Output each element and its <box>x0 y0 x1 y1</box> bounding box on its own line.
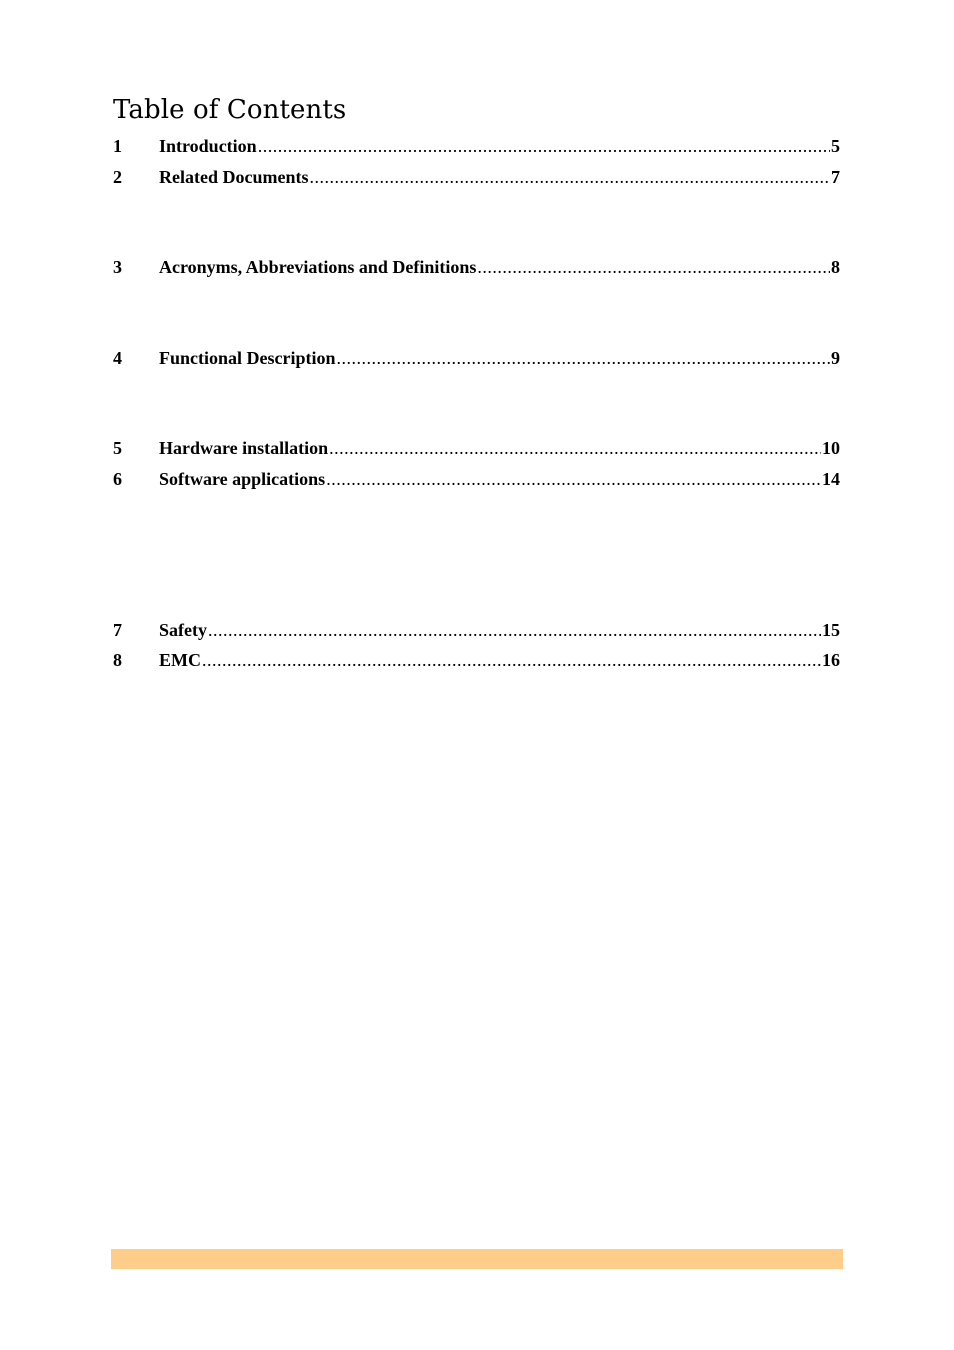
toc-dot-leader <box>477 255 830 279</box>
toc-entry-label: Acronyms, Abbreviations and Definitions <box>159 257 477 277</box>
toc-dot-leader <box>326 467 821 491</box>
toc-entry-number: 3 <box>113 257 122 277</box>
toc-entry-label: Related Documents <box>159 167 309 187</box>
toc-entry-label: Safety <box>159 620 207 640</box>
toc-entry-label: Hardware installation <box>159 438 329 458</box>
toc-dot-leader <box>309 165 830 189</box>
toc-entry-page: 5 <box>831 136 840 156</box>
toc-entry-hardware-installation[interactable] <box>113 436 840 460</box>
toc-entry-number: 2 <box>113 167 122 187</box>
toc-entry-label: Software applications <box>159 469 326 489</box>
toc-entry-acronyms[interactable] <box>113 255 840 279</box>
toc-entry-number: 8 <box>113 650 122 670</box>
toc-entry-page: 16 <box>822 650 840 670</box>
toc-entry-software-applications[interactable] <box>113 467 840 491</box>
toc-entry-page: 14 <box>822 469 840 489</box>
toc-dot-leader <box>208 618 821 642</box>
toc-dot-leader <box>258 134 830 158</box>
toc-entry-number: 1 <box>113 136 122 156</box>
toc-entry-introduction[interactable] <box>113 134 840 158</box>
toc-entry-page: 8 <box>831 257 840 277</box>
toc-entry-label: Introduction <box>159 136 257 156</box>
toc-entry-number: 4 <box>113 348 122 368</box>
toc-entry-emc[interactable] <box>113 648 840 672</box>
toc-dot-leader <box>202 648 821 672</box>
toc-entry-number: 5 <box>113 438 122 458</box>
toc-title: Table of Contents <box>113 95 347 125</box>
toc-entry-page: 9 <box>831 348 840 368</box>
toc-entry-functional-description[interactable] <box>113 346 840 370</box>
footer-bar <box>111 1249 843 1269</box>
toc-entry-page: 7 <box>831 167 840 187</box>
toc-entry-number: 7 <box>113 620 122 640</box>
toc-entry-safety[interactable] <box>113 618 840 642</box>
toc-entry-label: Functional Description <box>159 348 336 368</box>
toc-entry-page: 10 <box>822 438 840 458</box>
toc-dot-leader <box>337 346 830 370</box>
toc-entry-related-documents[interactable] <box>113 165 840 189</box>
toc-entry-number: 6 <box>113 469 122 489</box>
toc-entry-label: EMC <box>159 650 201 670</box>
toc-dot-leader <box>329 436 821 460</box>
toc-entry-page: 15 <box>822 620 840 640</box>
